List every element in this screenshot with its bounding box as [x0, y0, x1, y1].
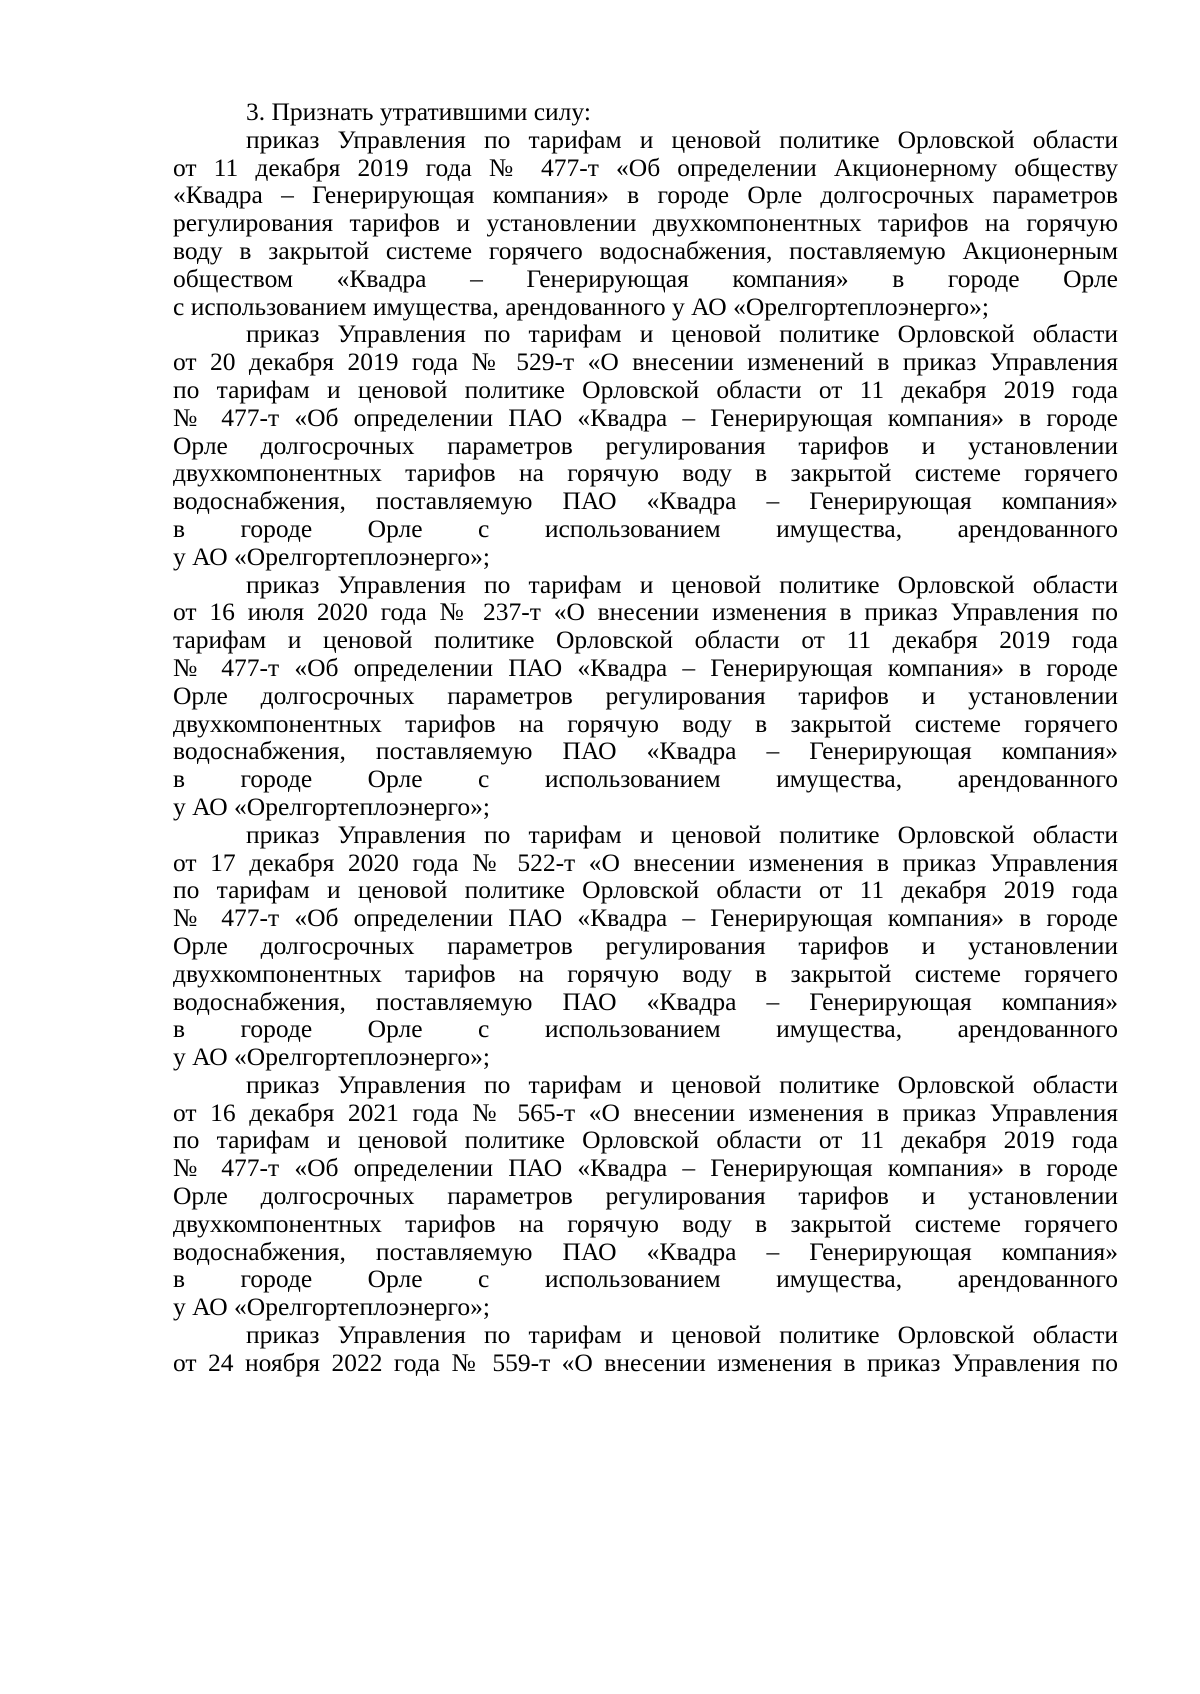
text-line: приказ Управления по тарифам и ценовой политике Орловской области	[246, 319, 1118, 349]
text-line: тарифам и ценовой политике Орловской области от 11 декабря 2019 года	[173, 625, 1118, 655]
text-line: обществом «Квадра – Генерирующая компания» в городе Орле	[173, 263, 1118, 293]
text-line: «Квадра – Генерирующая компания» в городе Орле долгосрочных параметров	[173, 180, 1118, 210]
text-line: Орле долгосрочных параметров регулирования тарифов и установлении	[173, 430, 1118, 460]
text-line: Орле долгосрочных параметров регулирования тарифов и установлении	[173, 1181, 1118, 1211]
text-line: с использованием имущества, арендованного у АО «Орелгортеплоэнерго»;	[173, 291, 989, 321]
text-line: по тарифам и ценовой политике Орловской области от 11 декабря 2019 года	[173, 374, 1118, 404]
text-line: по тарифам и ценовой политике Орловской области от 11 декабря 2019 года	[173, 1125, 1118, 1155]
text-line: двухкомпонентных тарифов на горячую воду в закрытой системе горячего	[173, 1208, 1118, 1238]
text-line: Орле долгосрочных параметров регулирования тарифов и установлении	[173, 930, 1118, 960]
text-line: 3. Признать утратившими силу:	[246, 97, 591, 126]
text-line: в городе Орле с использованием имущества, арендованного	[173, 1264, 1118, 1294]
text-line: приказ Управления по тарифам и ценовой политике Орловской области	[246, 569, 1118, 599]
text-line: Орле долгосрочных параметров регулирования тарифов и установлении	[173, 680, 1118, 710]
text-line: приказ Управления по тарифам и ценовой политике Орловской области	[246, 1320, 1118, 1350]
text-line: у АО «Орелгортеплоэнерго»;	[173, 541, 490, 571]
text-line: от 20 декабря 2019 года № 529-т «О внесении изменений в приказ Управления	[173, 347, 1118, 377]
text-line: воду в закрытой системе горячего водоснабжения, поставляемую Акционерным	[173, 235, 1118, 265]
text-line: водоснабжения, поставляемую ПАО «Квадра – Генерирующая компания»	[173, 986, 1118, 1016]
text-line: в городе Орле с использованием имущества, арендованного	[173, 513, 1118, 543]
text-line: от 11 декабря 2019 года № 477-т «Об определении Акционерному обществу	[173, 152, 1118, 182]
text-line: от 16 декабря 2021 года № 565-т «О внесении изменения в приказ Управления	[173, 1097, 1118, 1127]
text-line: двухкомпонентных тарифов на горячую воду в закрытой системе горячего	[173, 958, 1118, 988]
text-line: двухкомпонентных тарифов на горячую воду в закрытой системе горячего	[173, 458, 1118, 488]
text-line: регулирования тарифов и установлении двухкомпонентных тарифов на горячую	[173, 208, 1118, 238]
text-line: от 24 ноября 2022 года № 559-т «О внесении изменения в приказ Управления по	[173, 1347, 1118, 1377]
text-line: от 17 декабря 2020 года № 522-т «О внесении изменения в приказ Управления	[173, 847, 1118, 877]
text-line: водоснабжения, поставляемую ПАО «Квадра – Генерирующая компания»	[173, 736, 1118, 766]
text-line: № 477-т «Об определении ПАО «Квадра – Генерирующая компания» в городе	[173, 903, 1118, 933]
text-line: у АО «Орелгортеплоэнерго»;	[173, 791, 490, 821]
text-line: приказ Управления по тарифам и ценовой политике Орловской области	[246, 1069, 1118, 1099]
text-line: у АО «Орелгортеплоэнерго»;	[173, 1042, 490, 1072]
text-line: приказ Управления по тарифам и ценовой политике Орловской области	[246, 819, 1118, 849]
document-body	[173, 98, 1118, 1377]
text-line: № 477-т «Об определении ПАО «Квадра – Генерирующая компания» в городе	[173, 652, 1118, 682]
text-line: № 477-т «Об определении ПАО «Квадра – Генерирующая компания» в городе	[173, 1153, 1118, 1183]
text-line: водоснабжения, поставляемую ПАО «Квадра – Генерирующая компания»	[173, 486, 1118, 516]
text-line: № 477-т «Об определении ПАО «Квадра – Генерирующая компания» в городе	[173, 402, 1118, 432]
text-line: у АО «Орелгортеплоэнерго»;	[173, 1292, 490, 1322]
text-line: в городе Орле с использованием имущества, арендованного	[173, 1014, 1118, 1044]
text-line: по тарифам и ценовой политике Орловской области от 11 декабря 2019 года	[173, 875, 1118, 905]
text-line: в городе Орле с использованием имущества, арендованного	[173, 764, 1118, 794]
text-line: водоснабжения, поставляемую ПАО «Квадра – Генерирующая компания»	[173, 1236, 1118, 1266]
text-line: приказ Управления по тарифам и ценовой политике Орловской области	[246, 124, 1118, 154]
text-line: от 16 июля 2020 года № 237-т «О внесении изменения в приказ Управления по	[173, 597, 1118, 627]
text-line: двухкомпонентных тарифов на горячую воду в закрытой системе горячего	[173, 708, 1118, 738]
